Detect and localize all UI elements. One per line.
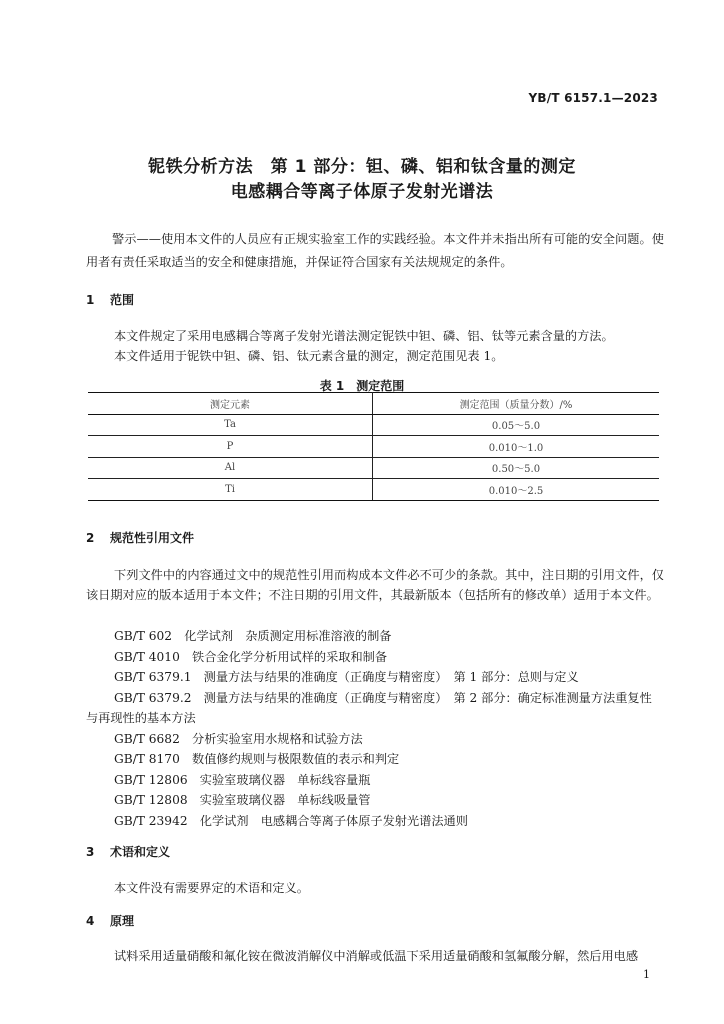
- reference-item: GB/T 23942 化学试剂 电感耦合等离子体原子发射光谱法通则: [114, 814, 468, 828]
- table-row: [88, 457, 659, 479]
- reference-item-continuation: 与再现性的基本方法: [86, 711, 196, 725]
- table-row: [88, 436, 659, 458]
- section-number: 2: [86, 531, 95, 545]
- scope-paragraph-1: 本文件规定了采用电感耦合等离子发射光谱法测定铌铁中钽、磷、铝、钛等元素含量的方法。: [114, 329, 614, 343]
- section-title: 规范性引用文件: [110, 531, 195, 545]
- section-number: 4: [86, 914, 95, 928]
- table-row: [88, 479, 659, 501]
- warning-paragraph: 警示——使用本文件的人员应有正规实验室工作的实践经验。本文件并未指出所有可能的安全问题。使用者有责任采取适当的安全和健康措施，并保证符合国家有关法规规定的条件。: [86, 232, 664, 269]
- reference-item: GB/T 12808 实验室玻璃仪器 单标线吸量管: [114, 793, 371, 807]
- range-cell: 0.05～5.0: [373, 414, 660, 436]
- page-number: 1: [643, 968, 650, 981]
- section-1-heading: [86, 291, 134, 308]
- element-cell: P: [88, 436, 373, 458]
- terms-paragraph: 本文件没有需要界定的术语和定义。: [114, 881, 309, 895]
- element-cell: Ti: [88, 479, 373, 501]
- table-caption: 表 1 测定范围: [319, 379, 405, 393]
- measurement-range-table: [88, 392, 659, 501]
- section-number: 3: [86, 845, 95, 859]
- reference-item: GB/T 12806 实验室玻璃仪器 单标线容量瓶: [114, 773, 371, 787]
- document-title-line1: 铌铁分析方法 第 1 部分：钽、磷、铝和钛含量的测定: [148, 157, 576, 177]
- section-title: 原理: [110, 914, 135, 928]
- column-header-element: 测定元素: [88, 393, 373, 415]
- principle-paragraph: 试料采用适量硝酸和氟化铵在微波消解仪中消解或低温下采用适量硝酸和氢氟酸分解，然后用电感: [114, 949, 639, 963]
- section-number: 1: [86, 293, 95, 307]
- range-cell: 0.010～1.0: [373, 436, 660, 458]
- standard-code: YB/T 6157.1—2023: [528, 91, 658, 105]
- table-row: [88, 414, 659, 436]
- element-cell: Al: [88, 457, 373, 479]
- reference-item: GB/T 6682 分析实验室用水规格和试验方法: [114, 732, 363, 746]
- reference-item: GB/T 6379.2 测量方法与结果的准确度（正确度与精密度） 第 2 部分：确定标准测量方法重复性: [114, 691, 652, 705]
- reference-item: GB/T 4010 铁合金化学分析用试样的采取和制备: [114, 650, 388, 664]
- table-header-row: [88, 393, 659, 415]
- element-cell: Ta: [88, 414, 373, 436]
- section-title: 术语和定义: [110, 845, 171, 859]
- column-header-range: 测定范围（质量分数）/%: [373, 393, 660, 415]
- scope-paragraph-2: 本文件适用于铌铁中钽、磷、铝、钛元素含量的测定，测定范围见表 1。: [114, 349, 504, 363]
- section-4-heading: [86, 912, 134, 929]
- reference-item: GB/T 602 化学试剂 杂质测定用标准溶液的制备: [114, 629, 392, 643]
- section-2-heading: [86, 529, 194, 546]
- document-title-line2: 电感耦合等离子体原子发射光谱法: [230, 182, 494, 202]
- normative-refs-intro: 下列文件中的内容通过文中的规范性引用而构成本文件必不可少的条款。其中，注日期的引用文件，仅该日期对应的版本适用于本文件；不注日期的引用文件，其最新版本（包括所有的修改单）适用于本文件。: [86, 568, 664, 602]
- reference-item: GB/T 8170 数值修约规则与极限数值的表示和判定: [114, 752, 400, 766]
- range-cell: 0.50～5.0: [373, 457, 660, 479]
- reference-item: GB/T 6379.1 测量方法与结果的准确度（正确度与精密度） 第 1 部分：总则与定义: [114, 670, 579, 684]
- section-3-heading: [86, 843, 170, 860]
- section-title: 范围: [110, 293, 135, 307]
- range-cell: 0.010～2.5: [373, 479, 660, 501]
